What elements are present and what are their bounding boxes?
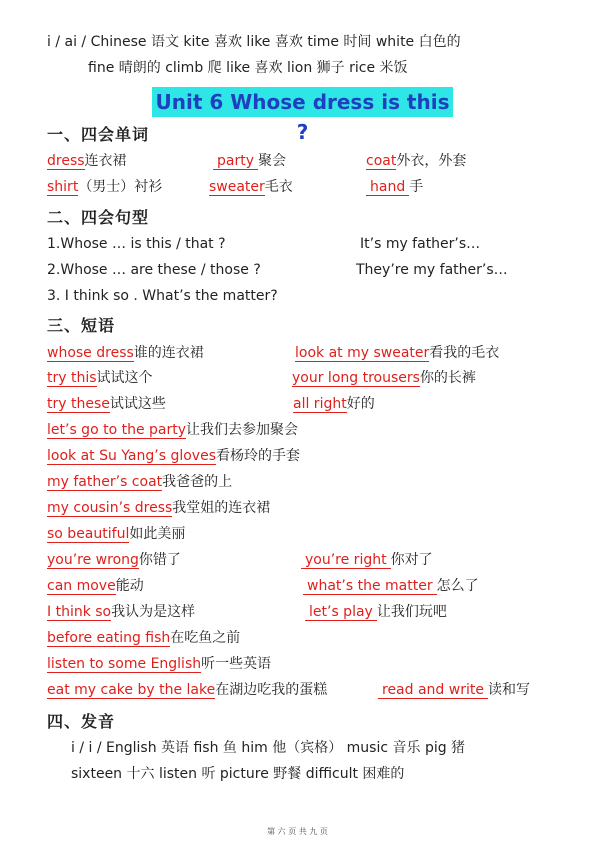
vocab-meaning: 外衣，外套 (396, 153, 467, 169)
page-number: 第 六 页 共 九 页 (267, 827, 328, 836)
intro-line-1: i / ai / Chinese 语文 kite 喜欢 like 喜欢 time 时间 white 白色的 (47, 34, 461, 50)
phrase-zh: 谁的连衣裙 (133, 345, 204, 361)
phrase-zh: 我认为是这样 (111, 604, 196, 620)
sentence-answer: They’re my father’s… (356, 262, 508, 278)
phrase-zh: 看我的毛衣 (429, 345, 500, 361)
phrase-item (47, 550, 181, 570)
phrase-zh: 让我们玩吧 (376, 604, 447, 620)
page-title: Unit 6 Whose dress is this ? (152, 87, 453, 117)
vocab-meaning: 手 (409, 179, 424, 195)
phrase-en: listen to some English (47, 656, 202, 672)
phrase-item (295, 343, 499, 363)
phrase-zh: 你错了 (138, 552, 181, 568)
phrase-zh: 我爸爸的上 (162, 474, 233, 490)
phrase-en: read and write (378, 682, 488, 699)
phrase-zh: 听一些英语 (201, 656, 272, 672)
phrase-item (292, 368, 476, 388)
section-heading-phrases: 三、短语 (47, 316, 116, 335)
vocab-word: shirt (47, 179, 79, 195)
phrase-en: try this (47, 370, 97, 386)
phrase-zh: 看杨玲的手套 (216, 448, 300, 464)
phrase-item (47, 680, 327, 700)
phrase-item (47, 602, 195, 622)
intro-line-2: fine 晴朗的 climb 爬 like 喜欢 lion 狮子 rice 米饭 (88, 60, 408, 76)
vocab-meaning: 连衣裙 (84, 153, 127, 169)
phrase-zh: 如此美丽 (129, 526, 186, 542)
phrase-item (305, 602, 447, 622)
phrase-zh: 试试这个 (96, 370, 153, 386)
phrase-en: my father’s coat (47, 474, 163, 490)
pronunciation-line-2: sixteen 十六 listen 听 picture 野餐 difficult 困难的 (71, 766, 405, 782)
phrase-zh: 试试这些 (109, 396, 166, 412)
phrase-zh: 好的 (346, 396, 375, 412)
sentence-question: 1.Whose … is this / that ? (47, 236, 226, 252)
phrase-item (47, 394, 166, 414)
vocab-item (209, 177, 293, 197)
sentence-question: 2.Whose … are these / those ? (47, 262, 261, 278)
phrase-en: I think so (47, 604, 112, 620)
phrase-item (293, 394, 375, 414)
vocab-item (47, 177, 162, 197)
phrase-zh: 你对了 (390, 552, 433, 568)
pronunciation-line-1: i / i / English 英语 fish 鱼 him 他（宾格） music 音乐 pig 猪 (71, 740, 466, 756)
phrase-en: whose dress (47, 345, 134, 361)
phrase-item (378, 680, 530, 700)
section-heading-vocab: 一、四会单词 (47, 125, 150, 144)
vocab-item (47, 151, 127, 171)
phrase-item (47, 446, 300, 466)
phrase-en: look at Su Yang’s gloves (47, 448, 216, 464)
phrase-en: your long trousers (292, 370, 420, 386)
phrase-en: before eating fish (47, 630, 171, 646)
vocab-meaning: （男士）衬衫 (78, 179, 163, 195)
phrase-zh: 在湖边吃我的蛋糕 (215, 682, 328, 698)
phrase-item (47, 343, 204, 363)
phrase-item (47, 524, 185, 544)
phrase-zh: 读和写 (487, 682, 530, 698)
section-heading-sentences: 二、四会句型 (47, 208, 150, 227)
phrase-item (47, 368, 153, 388)
phrase-en: you’re wrong (47, 552, 139, 568)
phrase-en: can move (47, 578, 116, 594)
vocab-word: hand (366, 179, 409, 196)
phrase-zh: 怎么了 (436, 578, 479, 594)
phrase-item (47, 420, 298, 440)
vocab-meaning: 聚会 (258, 153, 286, 169)
phrase-item (47, 576, 144, 596)
phrase-en: what’s the matter (303, 578, 437, 595)
vocab-item (366, 177, 423, 197)
phrase-en: try these (47, 396, 110, 412)
sentence-answer: It’s my father’s… (360, 236, 481, 252)
phrase-zh: 让我们去参加聚会 (186, 422, 299, 438)
phrase-en: you’re right (301, 552, 391, 569)
phrase-zh: 你的长裤 (419, 370, 476, 386)
phrase-item (47, 498, 270, 518)
phrase-item (47, 628, 240, 648)
vocab-meaning: 毛衣 (264, 179, 293, 195)
vocab-word: dress (47, 153, 85, 169)
phrase-en: all right (293, 396, 347, 412)
phrase-en: my cousin’s dress (47, 500, 173, 516)
vocab-word: party (213, 153, 258, 170)
phrase-item (47, 472, 232, 492)
section-heading-pronunciation: 四、发音 (47, 712, 116, 731)
phrase-item (47, 654, 271, 674)
phrase-en: let’s play (305, 604, 377, 621)
phrase-zh: 我堂姐的连衣裙 (172, 500, 271, 516)
vocab-word: sweater (209, 179, 265, 195)
sentence-question: 3. I think so . What’s the matter? (47, 288, 278, 304)
phrase-zh: 能动 (115, 578, 144, 594)
phrase-en: eat my cake by the lake (47, 682, 216, 698)
phrase-item (303, 576, 479, 596)
phrase-en: let’s go to the party (47, 422, 187, 438)
vocab-item (213, 151, 286, 171)
vocab-word: coat (366, 153, 397, 169)
phrase-en: so beautiful (47, 526, 130, 542)
phrase-en: look at my sweater (295, 345, 430, 361)
phrase-item (301, 550, 433, 570)
phrase-zh: 在吃鱼之前 (170, 630, 241, 646)
vocab-item (366, 151, 466, 171)
